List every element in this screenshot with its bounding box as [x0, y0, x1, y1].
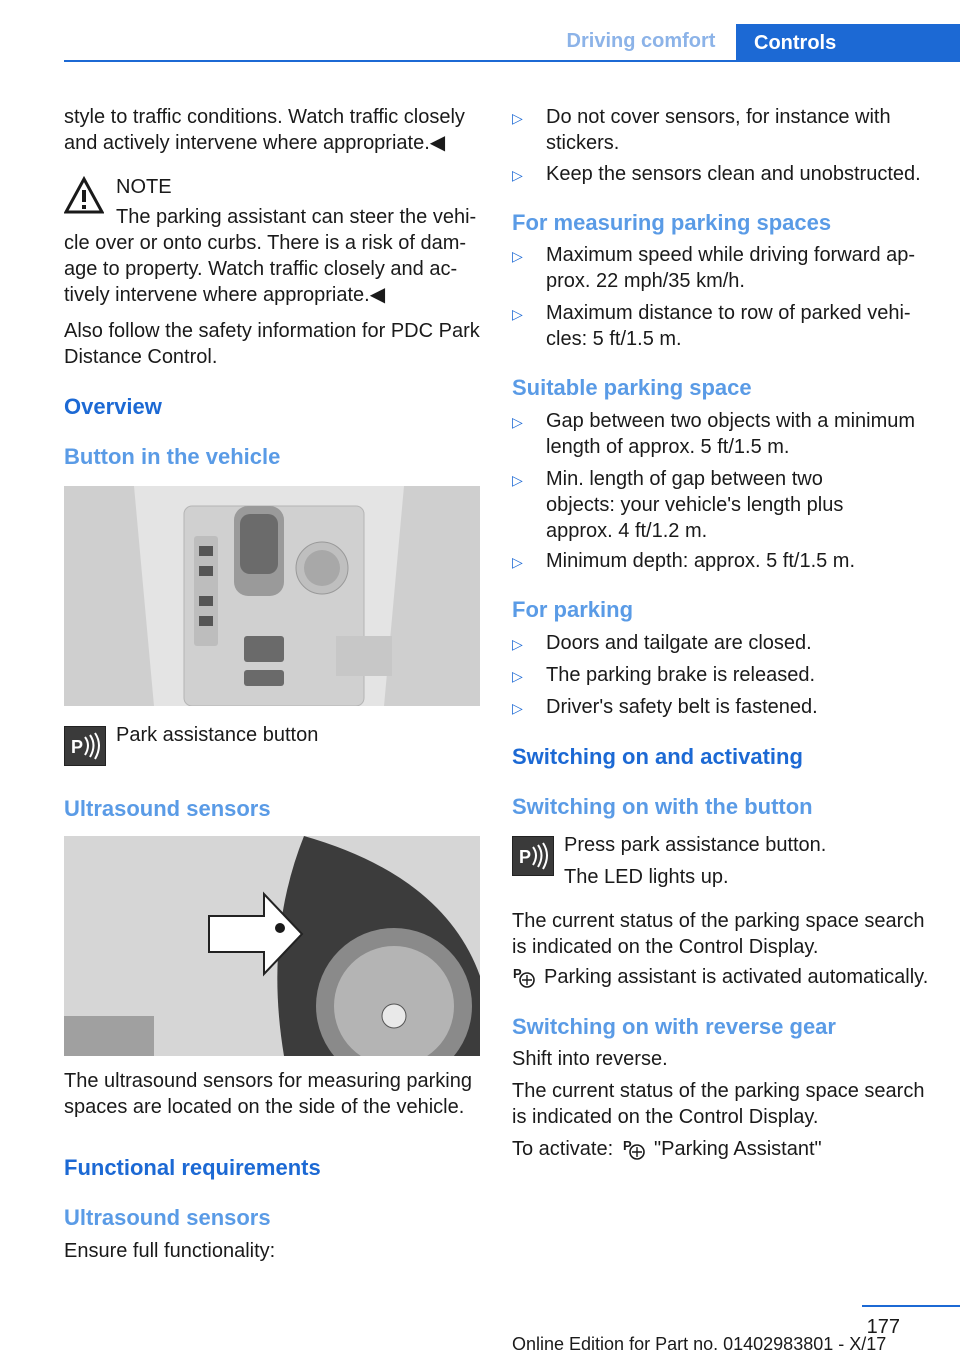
- svg-text:P: P: [71, 737, 84, 757]
- running-section-title: Driving comfort: [566, 30, 716, 52]
- center-console-photo: [64, 486, 480, 706]
- led-lights-up: The LED lights up.: [564, 866, 729, 888]
- heading-switching-button: Switching on with the button: [512, 794, 813, 819]
- list-item-text: Doors and tailgate are closed.: [546, 632, 812, 654]
- park-assist-button-icon: [512, 836, 554, 876]
- list-item-text: The parking brake is released.: [546, 664, 816, 686]
- list-item-text: Minimum depth: approx. 5 ft/1.5 m.: [546, 550, 856, 572]
- triangle-bullet-icon: ▷: [512, 668, 523, 684]
- edition-note: Online Edition for Part no. 01402983801 - X/17: [512, 1334, 887, 1354]
- heading-suitable-space: Suitable parking space: [512, 375, 752, 400]
- triangle-bullet-icon: ▷: [512, 248, 523, 264]
- heading-ultrasound-sensors-2: Ultrasound sensors: [64, 1205, 271, 1230]
- intro-text: style to traffic conditions. Watch traffic closely and actively intervene where appropriate.◀: [64, 106, 465, 154]
- triangle-bullet-icon: ▷: [512, 554, 523, 570]
- list-item-text: Driver's safety belt is fastened.: [546, 696, 818, 718]
- triangle-bullet-icon: ▷: [512, 636, 523, 652]
- activate-label: To activate:: [512, 1138, 614, 1160]
- pdc-reference: Also follow the safety information for PDC Park Distance Control.: [64, 320, 480, 368]
- heading-ultrasound-sensors: Ultrasound sensors: [64, 796, 271, 821]
- heading-reverse-gear: Switching on with reverse gear: [512, 1014, 836, 1039]
- parking-assistant-icon: [622, 1136, 648, 1162]
- note-title: NOTE: [116, 176, 172, 198]
- ultrasound-sensor-photo: [64, 836, 480, 1056]
- park-assist-button-icon: [64, 726, 106, 766]
- list-item-text: Min. length of gap between two objects: your vehicle's length plus approx. 4 ft/1.2 m.: [546, 468, 844, 542]
- shift-into-reverse: Shift into reverse.: [512, 1048, 668, 1070]
- activate-menu-item: "Parking Assistant": [654, 1138, 822, 1160]
- heading-functional-requirements: Functional requirements: [64, 1155, 321, 1180]
- heading-button-in-vehicle: Button in the vehicle: [64, 444, 281, 469]
- heading-for-parking: For parking: [512, 597, 634, 622]
- triangle-bullet-icon: ▷: [512, 167, 523, 183]
- sensors-description: The ultrasound sensors for measuring parking spaces are located on the side of the vehicle.: [64, 1070, 472, 1118]
- chapter-tab: Controls: [736, 24, 960, 62]
- activated-automatically: Parking assistant is activated automatically.: [544, 966, 929, 988]
- ensure-functionality: Ensure full functionality:: [64, 1240, 276, 1262]
- list-item-text: Maximum distance to row of parked vehi-cles: 5 ft/1.5 m.: [546, 302, 911, 350]
- triangle-bullet-icon: ▷: [512, 414, 523, 430]
- list-item-text: Keep the sensors clean and unobstructed.: [546, 163, 921, 185]
- warning-icon: [64, 176, 104, 216]
- note-body: cle over or onto curbs. There is a risk of dam-age to property. Watch traffic closely and ac-tively intervene where appropriate.◀: [64, 232, 467, 306]
- status-text-2: The current status of the parking space search is indicated on the Control Display.: [512, 1080, 925, 1128]
- svg-text:P: P: [623, 1138, 632, 1153]
- parking-assistant-icon: [512, 964, 538, 990]
- park-assist-button-caption: Park assistance button: [116, 724, 319, 746]
- triangle-bullet-icon: ▷: [512, 700, 523, 716]
- footer-rule: [862, 1305, 960, 1307]
- list-item-text: Gap between two objects with a minimum length of approx. 5 ft/1.5 m.: [546, 410, 916, 458]
- list-item-text: Do not cover sensors, for instance with stickers.: [546, 106, 891, 154]
- heading-measuring-spaces: For measuring parking spaces: [512, 210, 832, 235]
- triangle-bullet-icon: ▷: [512, 306, 523, 322]
- triangle-bullet-icon: ▷: [512, 110, 523, 126]
- status-text: The current status of the parking space search is indicated on the Control Display.: [512, 910, 925, 958]
- svg-text:P: P: [519, 847, 532, 867]
- heading-switching-on: Switching on and activating: [512, 744, 803, 769]
- press-button-step: Press park assistance button.: [564, 834, 827, 856]
- note-body-first: The parking assistant can steer the vehi-: [116, 206, 477, 228]
- header-rule: [64, 60, 960, 62]
- triangle-bullet-icon: ▷: [512, 472, 523, 488]
- page-number: 177: [866, 1316, 900, 1338]
- list-item-text: Maximum speed while driving forward ap-prox. 22 mph/35 km/h.: [546, 244, 916, 292]
- svg-text:P: P: [513, 966, 522, 981]
- heading-overview: Overview: [64, 394, 162, 419]
